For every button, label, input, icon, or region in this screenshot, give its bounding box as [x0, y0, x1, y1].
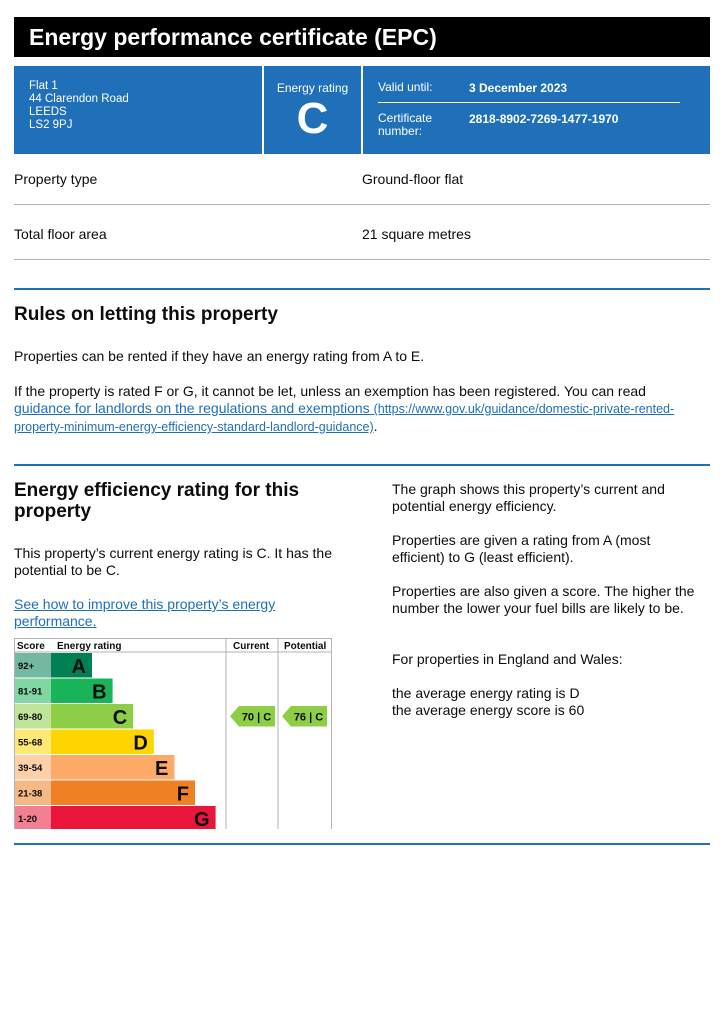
section-divider — [14, 843, 710, 845]
landlord-guidance-link[interactable] — [14, 400, 674, 434]
chart-band-letter: C — [112, 706, 128, 729]
letting-heading: Rules on letting this property — [14, 304, 278, 325]
chart-score-label: 55-68 — [18, 737, 43, 749]
address-line: 44 Clarendon Road — [29, 93, 129, 105]
chart-column-header: Score — [17, 641, 45, 652]
chart-band-letter: B — [92, 681, 107, 704]
explainer-para-1: The graph shows this property’s current and potential energy efficiency. — [392, 481, 665, 514]
certificate-number-value: 2818-8902-7269-1477-1970 — [469, 112, 619, 126]
landlord-guidance-link-text[interactable]: guidance for landlords on the regulations and exemptions — [14, 400, 370, 416]
chart-band-letter: F — [176, 783, 189, 806]
chart-score-label: 39-54 — [18, 762, 43, 774]
potential-rating-label: 76 | C — [293, 711, 324, 724]
section-divider — [14, 464, 710, 466]
efficiency-para: This property’s current energy rating is C. It has the potential to be C. — [14, 545, 332, 578]
address-line: Flat 1 — [29, 80, 58, 92]
chart-band-letter: D — [133, 732, 148, 755]
certificate-number-label — [378, 112, 432, 138]
energy-rating-value: C — [296, 94, 329, 143]
letting-para-1: Properties can be rented if they have an energy rating from A to E. — [14, 348, 425, 364]
explainer-para-3: Properties are also given a score. The higher the number the lower your fuel bills are likely to be. — [392, 583, 695, 616]
chart-score-label: 69-80 — [18, 711, 43, 723]
efficiency-heading: Energy efficiency rating for this property — [14, 480, 300, 522]
explainer-para-2: Properties are given a rating from A (most efficient) to G (least efficient). — [392, 532, 651, 565]
explainer-average-rating: the average energy rating is D — [392, 685, 580, 701]
energy-rating-label: Energy rating — [276, 81, 349, 95]
current-rating-label: 70 | C — [241, 711, 272, 724]
chart-band-bar — [51, 781, 195, 806]
row-divider — [14, 204, 710, 205]
chart-column-header: Potential — [284, 641, 327, 652]
certificate-label-line: number: — [378, 124, 423, 138]
address-line: LS2 9PJ — [29, 119, 73, 131]
letting-para-2-text: If the property is rated F or G, it cannot be let, unless an exemption has been registered. You can read — [14, 383, 646, 399]
floor-area-value: 21 square metres — [362, 226, 471, 242]
valid-until-label: Valid until: — [378, 80, 433, 94]
page-title: Energy performance certificate (EPC) — [14, 17, 710, 57]
improve-performance-link[interactable]: See how to improve this property’s energy performance. — [14, 596, 276, 629]
certificate-divider — [378, 102, 680, 103]
explainer-average-score: the average energy score is 60 — [392, 702, 585, 718]
section-divider — [14, 288, 710, 290]
letting-para-2 — [14, 383, 704, 436]
certificate-panel — [363, 66, 710, 154]
property-type-label: Property type — [14, 171, 98, 187]
chart-band-bar — [51, 806, 216, 829]
energy-rating-chart-svg — [14, 638, 332, 829]
chart-column-header: Current — [233, 641, 270, 652]
chart-band-letter: A — [71, 655, 86, 678]
landlord-guidance-url[interactable]: (https://www.gov.uk/guidance/domestic-private-rented-property-minimum-energy-efficiency-standard-landlord-guidance) — [14, 402, 675, 434]
chart-band-letter: E — [155, 757, 169, 780]
chart-score-label: 1-20 — [18, 813, 38, 825]
chart-band-letter: G — [194, 808, 210, 829]
valid-until-value: 3 December 2023 — [469, 81, 568, 95]
chart-score-label: 21-38 — [18, 788, 43, 800]
floor-area-label: Total floor area — [14, 226, 107, 242]
row-divider — [14, 259, 710, 260]
explainer-para-4: For properties in England and Wales: — [392, 651, 623, 667]
chart-score-label: 92+ — [18, 660, 35, 672]
address-line: LEEDS — [29, 106, 67, 118]
certificate-label-line: Certificate — [378, 111, 433, 125]
property-type-value: Ground-floor flat — [362, 171, 464, 187]
letting-para-2-end: . — [373, 418, 378, 434]
chart-score-label: 81-91 — [18, 686, 43, 698]
chart-column-header: Energy rating — [57, 641, 122, 652]
address-panel — [14, 66, 262, 154]
energy-rating-panel — [264, 66, 361, 154]
energy-rating-chart — [14, 638, 332, 829]
